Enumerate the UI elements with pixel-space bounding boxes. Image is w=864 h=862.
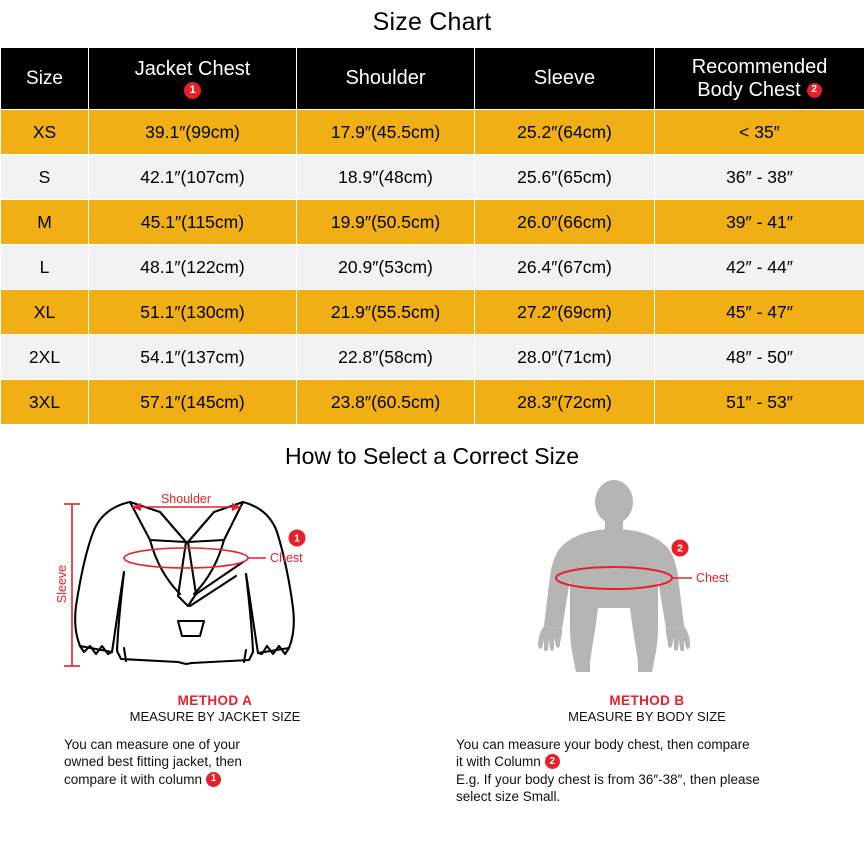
body-illustration-svg	[430, 476, 864, 691]
page-title: Size Chart	[372, 8, 492, 36]
jacket-illustration-svg	[0, 476, 430, 691]
cell-recommended-body-chest: 36″ - 38″	[655, 155, 864, 200]
cell-sleeve: 26.4″(67cm)	[475, 245, 655, 290]
badge-2-icon: 2	[807, 83, 822, 98]
cell-size: 3XL	[1, 380, 89, 425]
cell-shoulder: 19.9″(50.5cm)	[297, 200, 475, 245]
cell-shoulder: 17.9″(45.5cm)	[297, 110, 475, 155]
column-header-size-label: Size	[26, 67, 63, 89]
column-header-recommended-body-chest	[655, 48, 864, 110]
cell-size: XL	[1, 290, 89, 335]
table-row	[1, 110, 864, 155]
table-row	[1, 290, 864, 335]
column-header-recommended-line2: Body Chest	[697, 79, 801, 101]
jacket-shoulder-label: Shoulder	[160, 492, 212, 506]
method-a-sub: MEASURE BY JACKET SIZE	[129, 709, 301, 724]
method-a-description	[0, 736, 430, 788]
cell-jacket-chest: 54.1″(137cm)	[89, 335, 297, 380]
cell-shoulder: 21.9″(55.5cm)	[297, 290, 475, 335]
column-header-sleeve	[475, 48, 655, 110]
table-body	[1, 110, 864, 425]
method-b-desc-line1: You can measure your body chest, then compare	[456, 737, 750, 752]
column-header-jacket-chest	[89, 48, 297, 110]
cell-recommended-body-chest: 48″ - 50″	[655, 335, 864, 380]
methods-section	[0, 476, 864, 805]
method-b	[430, 476, 864, 805]
jacket-sleeve-label: Sleeve	[55, 564, 69, 604]
cell-shoulder: 18.9″(48cm)	[297, 155, 475, 200]
method-b-description	[430, 736, 864, 805]
column-header-jacket-chest-label: Jacket Chest	[134, 58, 251, 81]
size-chart-table	[0, 47, 864, 425]
method-a-desc-line3: compare it with column	[64, 771, 203, 787]
cell-sleeve: 27.2″(69cm)	[475, 290, 655, 335]
cell-size: XS	[1, 110, 89, 155]
cell-jacket-chest: 45.1″(115cm)	[89, 200, 297, 245]
method-b-label: METHOD B	[609, 693, 685, 708]
cell-recommended-body-chest: 42″ - 44″	[655, 245, 864, 290]
badge-2-icon: 2	[545, 754, 560, 769]
cell-shoulder: 23.8″(60.5cm)	[297, 380, 475, 425]
cell-jacket-chest: 48.1″(122cm)	[89, 245, 297, 290]
cell-size: 2XL	[1, 335, 89, 380]
cell-size: M	[1, 200, 89, 245]
cell-sleeve: 26.0″(66cm)	[475, 200, 655, 245]
cell-jacket-chest: 42.1″(107cm)	[89, 155, 297, 200]
cell-recommended-body-chest: 45″ - 47″	[655, 290, 864, 335]
body-diagram	[430, 476, 864, 691]
cell-jacket-chest: 51.1″(130cm)	[89, 290, 297, 335]
body-chest-label: Chest	[696, 571, 729, 585]
cell-size: L	[1, 245, 89, 290]
cell-recommended-body-chest: < 35″	[655, 110, 864, 155]
cell-shoulder: 22.8″(58cm)	[297, 335, 475, 380]
column-header-shoulder	[297, 48, 475, 110]
column-header-sleeve-label: Sleeve	[533, 67, 596, 90]
column-header-shoulder-label: Shoulder	[345, 67, 426, 90]
column-header-recommended-line1: Recommended	[691, 55, 828, 78]
column-header-size	[1, 48, 89, 110]
table-row	[1, 200, 864, 245]
table-row	[1, 380, 864, 425]
cell-sleeve: 28.0″(71cm)	[475, 335, 655, 380]
method-b-sub: MEASURE BY BODY SIZE	[568, 709, 726, 724]
cell-sleeve: 25.2″(64cm)	[475, 110, 655, 155]
svg-text:2: 2	[677, 542, 683, 555]
table-row	[1, 335, 864, 380]
badge-1-icon: 1	[184, 82, 201, 99]
cell-sleeve: 25.6″(65cm)	[475, 155, 655, 200]
badge-1-icon: 1	[206, 772, 221, 787]
cell-size: S	[1, 155, 89, 200]
method-a-desc-line1: You can measure one of your	[64, 737, 240, 752]
cell-shoulder: 20.9″(53cm)	[297, 245, 475, 290]
table-row	[1, 155, 864, 200]
cell-jacket-chest: 57.1″(145cm)	[89, 380, 297, 425]
jacket-diagram	[0, 476, 430, 691]
cell-jacket-chest: 39.1″(99cm)	[89, 110, 297, 155]
jacket-chest-label: Chest	[270, 551, 303, 565]
how-to-select-title: How to Select a Correct Size	[284, 443, 579, 469]
table-row	[1, 245, 864, 290]
method-b-desc-line3: E.g. If your body chest is from 36″-38″, then please	[456, 771, 760, 787]
table-header	[1, 48, 864, 110]
cell-recommended-body-chest: 39″ - 41″	[655, 200, 864, 245]
method-a	[0, 476, 430, 805]
cell-sleeve: 28.3″(72cm)	[475, 380, 655, 425]
table-header-row	[1, 48, 864, 110]
cell-recommended-body-chest: 51″ - 53″	[655, 380, 864, 425]
method-a-desc-line2: owned best fitting jacket, then	[64, 754, 242, 770]
method-a-label: METHOD A	[177, 693, 253, 708]
svg-text:1: 1	[294, 532, 300, 545]
method-b-desc-line4: select size Small.	[456, 788, 561, 804]
method-b-desc-line2: it with Column	[456, 754, 541, 770]
